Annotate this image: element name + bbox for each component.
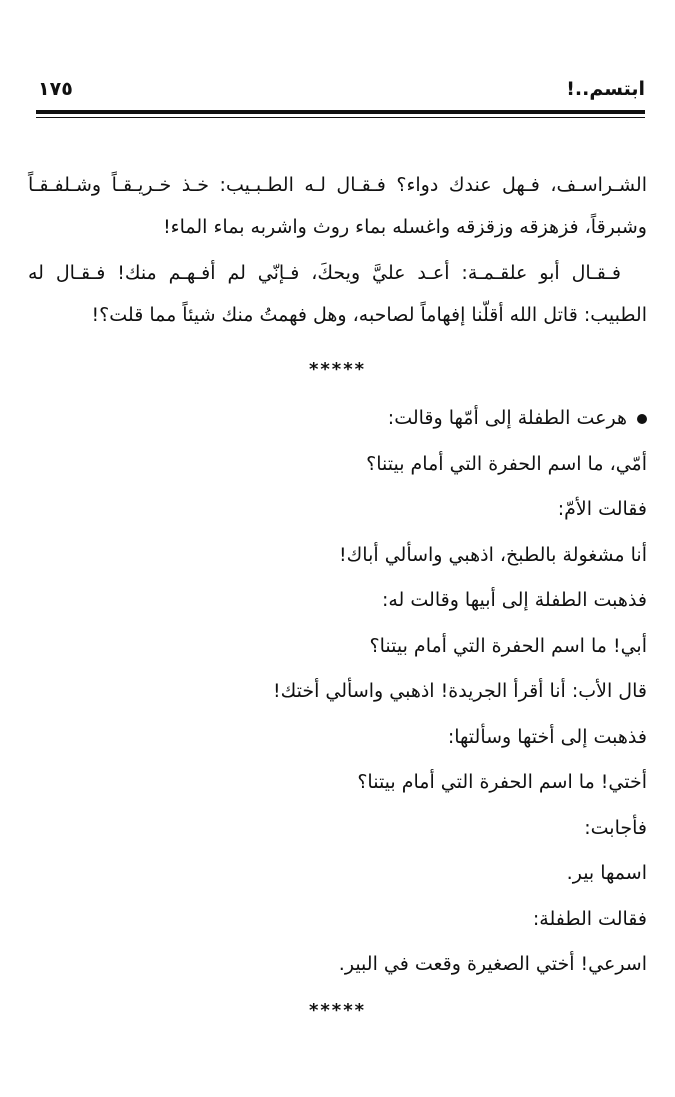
dialogue-line: أختي! ما اسم الحفرة التي أمام بيتنا؟	[357, 771, 647, 793]
page-header	[38, 78, 645, 108]
header-rule-thin	[36, 117, 645, 118]
body-text	[28, 164, 647, 988]
dialogue-line: فقالت الأمّ:	[557, 498, 647, 520]
dialogue-line: فذهبت الطفلة إلى أبيها وقالت له:	[381, 589, 647, 611]
dialogue-line: أبي! ما اسم الحفرة التي أمام بيتنا؟	[369, 634, 647, 657]
header-rule-thick	[36, 110, 645, 114]
dialogue-line: فأجابت:	[584, 816, 647, 839]
dialogue-line: اسمها بير.	[566, 862, 647, 884]
dialogue-line: فذهبت إلى أختها وسألتها:	[447, 725, 647, 748]
dialogue-line: أمّي، ما اسم الحفرة التي أمام بيتنا؟	[366, 452, 647, 475]
section-separator-bottom: *****	[308, 1000, 367, 1021]
bullet-icon	[637, 414, 647, 424]
paragraph-2: فـقـال أبو علقـمـة: أعـد عليَّ ويحكَ، فـإنّي لم أفـهـم منك! فـقـال له الطبيب: قاتل الله أقلّنا إفهاماً لصاحبه، وهل فهمتُ منك شيئاً مما قلت؟!	[28, 262, 647, 326]
dialogue	[28, 396, 647, 988]
page-number: ١٧٥	[38, 78, 73, 100]
paragraph-1: الشـراسـف، فـهل عندك دواء؟ فـقـال لـه الطـبـيب: خـذ خـريـقـاً وشـلفـقـاً وشبرقاً، فزهزقه وزقزقه واغسله بماء روث واشربه بماء الماء!	[28, 174, 647, 238]
dialogue-line	[28, 396, 647, 442]
dialogue-line: اسرعي! أختي الصغيرة وقعت في البير.	[338, 953, 647, 975]
dialogue-line: أنا مشغولة بالطبخ، اذهبي واسألي أباك!	[339, 543, 647, 566]
running-title: ابتسم..!	[566, 78, 645, 100]
section-separator-top: *****	[308, 359, 367, 380]
dialogue-line-text: هرعت الطفلة إلى أمّها وقالت:	[387, 407, 627, 429]
dialogue-line: قال الأب: أنا أقرأ الجريدة! اذهبي واسألي أختك!	[273, 680, 647, 702]
dialogue-line: فقالت الطفلة:	[532, 907, 647, 930]
